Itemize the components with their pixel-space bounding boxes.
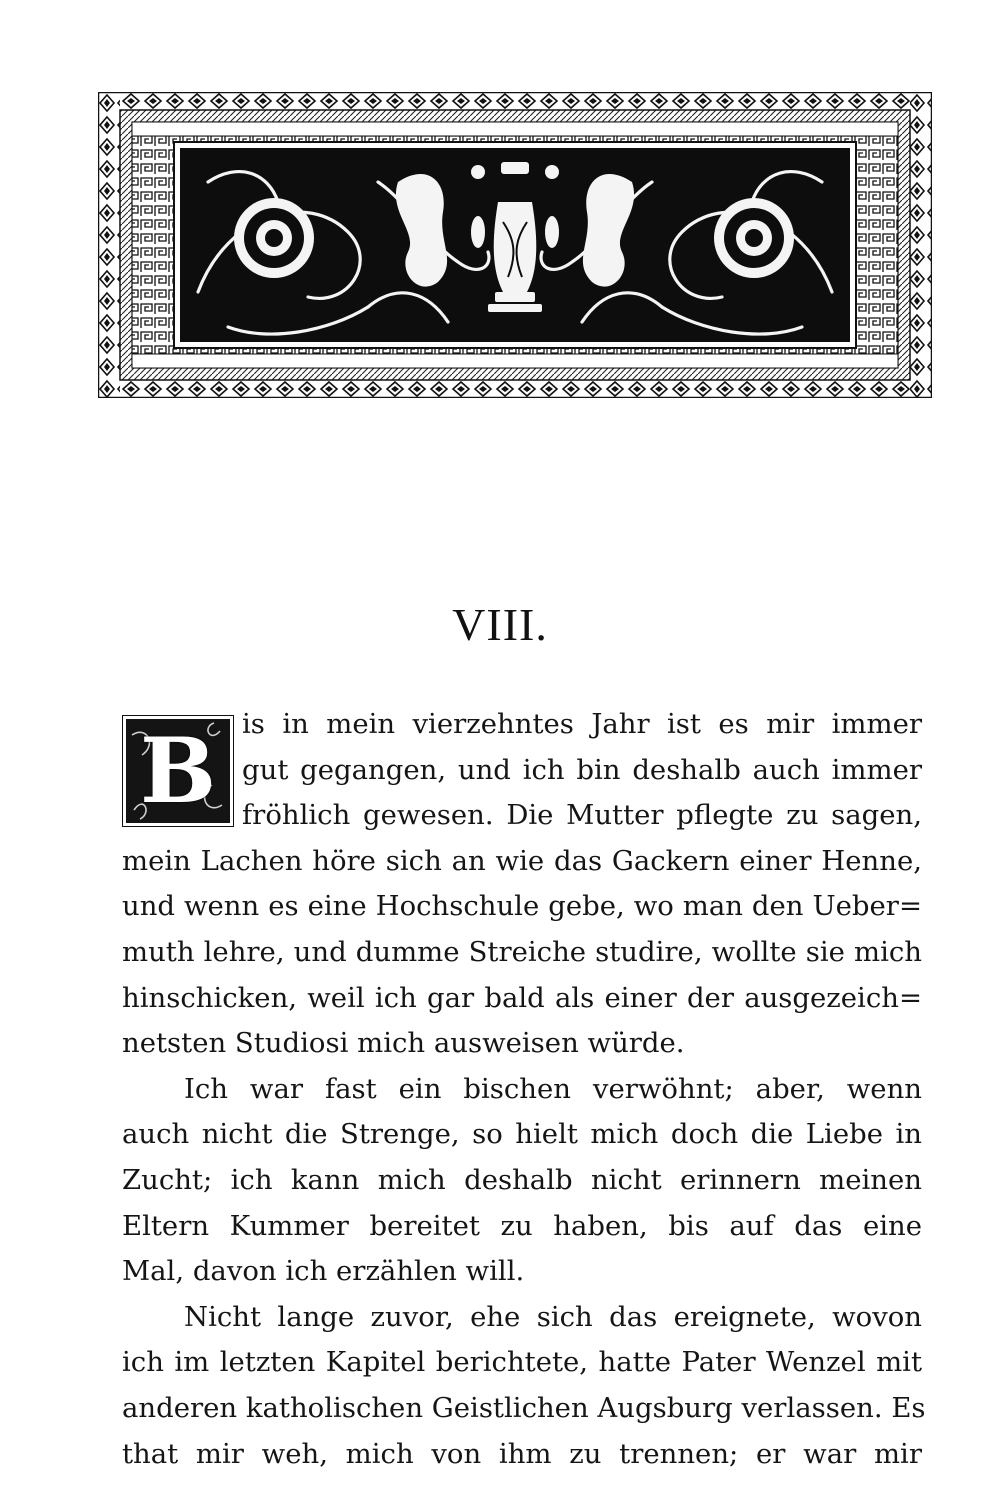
- chapter-title: VIII.: [452, 599, 548, 650]
- text-line: mein Lachen höre sich an wie das Gackern einer Henne,: [122, 844, 922, 877]
- paragraph: [122, 1295, 926, 1477]
- text-line: netsten Studiosi mich ausweisen würde.: [122, 1027, 685, 1060]
- text-line: ich im letzten Kapitel berichtete, hatte Pater Wenzel mit: [122, 1346, 922, 1379]
- text-line: fröhlich gewesen. Die Mutter pflegte zu sagen,: [242, 799, 922, 832]
- text-line: Zucht; ich kann mich deshalb nicht erinnern meinen: [122, 1163, 922, 1196]
- paragraph: [122, 702, 922, 1067]
- text-line: auch nicht die Strenge, so hielt mich doch die Liebe in: [122, 1118, 922, 1151]
- text-line: Eltern Kummer bereitet zu haben, bis auf das eine: [122, 1209, 922, 1242]
- text-line: und wenn es eine Hochschule gebe, wo man den Ueber=: [122, 890, 922, 923]
- body-text: [122, 702, 926, 1477]
- text-line: Mal, davon ich erzählen will.: [122, 1255, 525, 1288]
- paragraph: [122, 1067, 922, 1295]
- text-line: anderen katholischen Geistlichen Augsburg verlassen. Es: [122, 1391, 926, 1424]
- text-line: gut gegangen, und ich bin deshalb auch immer: [242, 753, 922, 786]
- text-line: Nicht lange zuvor, ehe sich das ereignete, wovon: [184, 1300, 922, 1333]
- text-line: Ich war fast ein bischen verwöhnt; aber, wenn: [184, 1072, 922, 1105]
- text-line: is in mein vierzehntes Jahr ist es mir immer: [242, 708, 922, 740]
- text-line: hinschicken, weil ich gar bald als einer der ausgezeich=: [122, 981, 922, 1014]
- drop-capital-letter: B: [139, 718, 217, 824]
- text-line: that mir weh, mich von ihm zu trennen; er war mir: [122, 1437, 922, 1470]
- ornamental-header-icon: [98, 92, 932, 398]
- text-line: muth lehre, und dumme Streiche studire, wollte sie mich: [122, 935, 922, 968]
